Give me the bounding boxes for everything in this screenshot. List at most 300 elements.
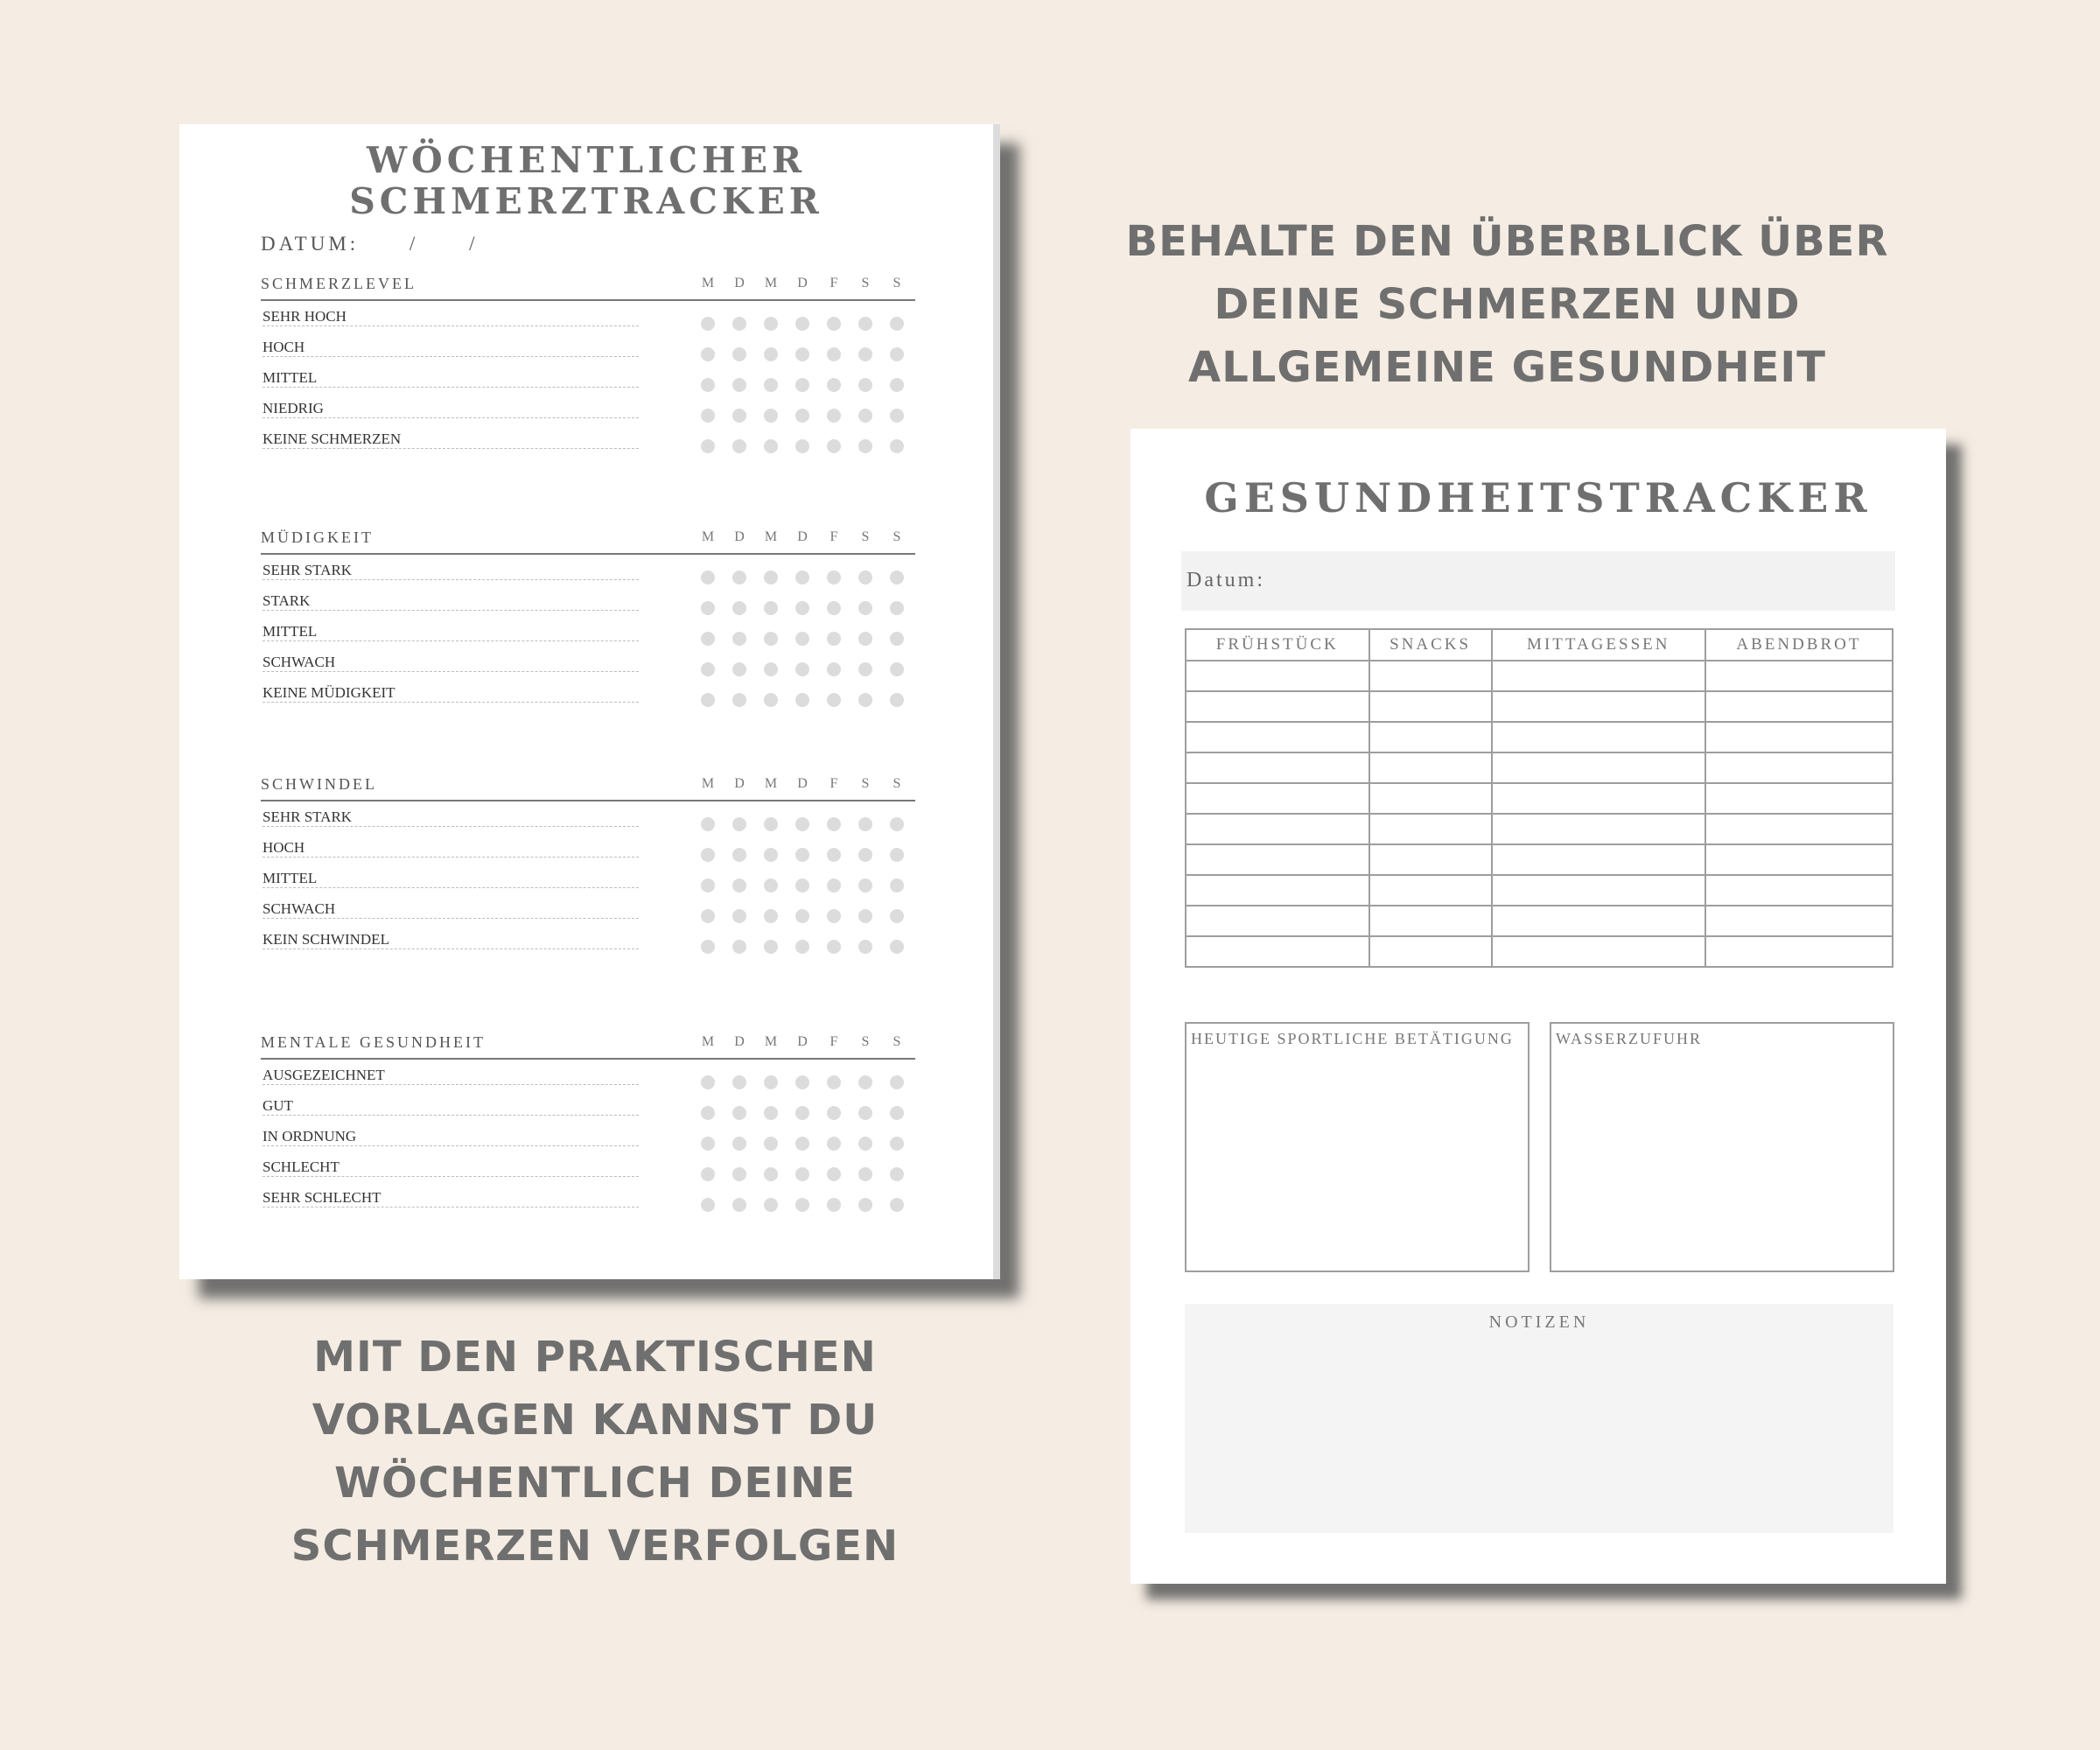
day-checkbox-dot[interactable] [764, 693, 778, 707]
exercise-label: HEUTIGE SPORTLICHE BETÄTIGUNG [1191, 1030, 1514, 1047]
meal-cell[interactable] [1369, 783, 1492, 814]
meal-cell[interactable] [1705, 783, 1893, 814]
meal-row [1186, 691, 1893, 722]
meal-row [1186, 661, 1893, 691]
meal-cell[interactable] [1492, 906, 1705, 936]
day-checkbox-dot[interactable] [701, 848, 715, 862]
section-header [261, 1030, 915, 1060]
date-separator: / [469, 233, 479, 255]
meal-cell[interactable] [1186, 875, 1369, 906]
day-checkbox-dot[interactable] [827, 317, 841, 331]
notes-label: NOTIZEN [1488, 1312, 1590, 1332]
meal-column-header: MITTAGESSEN [1492, 629, 1705, 661]
meal-cell[interactable] [1492, 661, 1705, 691]
meal-cell[interactable] [1705, 875, 1893, 906]
meal-cell[interactable] [1369, 906, 1492, 936]
section-header [261, 271, 915, 301]
day-checkbox-dot[interactable] [827, 632, 841, 646]
meal-cell[interactable] [1705, 814, 1893, 844]
tagline-templates [149, 1326, 1041, 1578]
day-checkbox-dot[interactable] [858, 1075, 872, 1089]
day-checkbox-dot[interactable] [795, 601, 809, 615]
row-label: SEHR STARK [262, 808, 639, 827]
exercise-box[interactable] [1185, 1022, 1530, 1272]
day-checkbox-dot[interactable] [827, 1106, 841, 1120]
tagline-line: VORLAGEN KANNST DU [312, 1396, 878, 1445]
day-checkbox-dot[interactable] [795, 693, 809, 707]
pain-title-line-2: SCHMERZTRACKER [349, 180, 823, 222]
weekday-label: S [861, 1034, 870, 1049]
day-checkbox-dot[interactable] [795, 1167, 809, 1181]
weekday-label: D [734, 276, 745, 290]
day-checkbox-dot[interactable] [890, 878, 904, 892]
weekday-label: M [764, 529, 778, 544]
meal-cell[interactable] [1369, 691, 1492, 722]
meal-cell[interactable] [1369, 875, 1492, 906]
row-label: HOCH [262, 339, 639, 357]
meal-cell[interactable] [1705, 936, 1893, 967]
meal-column-header: ABENDBROT [1705, 629, 1893, 661]
day-checkbox-dot[interactable] [795, 1075, 809, 1089]
day-checkbox-dot[interactable] [858, 570, 872, 584]
weekday-label: D [734, 529, 745, 544]
day-checkbox-dot[interactable] [764, 878, 778, 892]
day-checkbox-dot[interactable] [701, 570, 715, 584]
section-title: MÜDIGKEIT [261, 528, 374, 546]
row-label: AUSGEZEICHNET [262, 1067, 639, 1085]
meal-row [1186, 875, 1893, 906]
meal-cell[interactable] [1492, 752, 1705, 783]
row-label: KEINE MÜDIGKEIT [262, 684, 639, 703]
tagline-line: SCHMERZEN VERFOLGEN [290, 1522, 900, 1571]
meal-row [1186, 906, 1893, 936]
section-title: MENTALE GESUNDHEIT [261, 1033, 486, 1051]
day-checkbox-dot[interactable] [890, 817, 904, 831]
day-checkbox-dot[interactable] [701, 1106, 715, 1120]
day-checkbox-dot[interactable] [858, 347, 872, 361]
tracker-row [261, 555, 915, 585]
meal-row [1186, 936, 1893, 967]
day-checkbox-dot[interactable] [732, 878, 746, 892]
meal-cell[interactable] [1369, 814, 1492, 844]
weekday-label: D [734, 1034, 745, 1049]
section-title: SCHWINDEL [261, 775, 377, 793]
day-checkbox-dot[interactable] [827, 662, 841, 676]
day-checkbox-dot[interactable] [827, 817, 841, 831]
weekday-label: M [764, 776, 778, 791]
day-checkbox-dot[interactable] [890, 409, 904, 423]
day-checkbox-dot[interactable] [890, 439, 904, 453]
meal-cell[interactable] [1705, 691, 1893, 722]
day-checkbox-dot[interactable] [701, 601, 715, 615]
day-checkbox-dot[interactable] [764, 1106, 778, 1120]
weekday-label: M [701, 276, 715, 290]
tracker-row [261, 1182, 915, 1213]
tracker-row [261, 393, 915, 424]
day-checkbox-dot[interactable] [795, 378, 809, 392]
day-checkbox-dot[interactable] [858, 317, 872, 331]
day-checkbox-dot[interactable] [732, 378, 746, 392]
day-checkbox-dot[interactable] [827, 1198, 841, 1212]
tracker-row [261, 1121, 915, 1152]
meal-cell[interactable] [1186, 814, 1369, 844]
day-checkbox-dot[interactable] [827, 1137, 841, 1151]
day-checkbox-dot[interactable] [795, 662, 809, 676]
row-label: SEHR HOCH [262, 308, 639, 326]
day-checkbox-dot[interactable] [795, 909, 809, 923]
day-checkbox-dot[interactable] [701, 439, 715, 453]
meal-cell[interactable] [1492, 691, 1705, 722]
day-checkbox-dot[interactable] [858, 693, 872, 707]
tracker-row [261, 832, 915, 863]
tagline-line: WÖCHENTLICH DEINE [334, 1459, 856, 1508]
day-checkbox-dot[interactable] [732, 817, 746, 831]
weekday-label: D [797, 776, 808, 791]
row-label: KEINE SCHMERZEN [262, 430, 639, 449]
day-checkbox-dot[interactable] [764, 347, 778, 361]
health-date-label: Datum: [1186, 569, 1265, 592]
tracker-row [261, 616, 915, 647]
meal-cell[interactable] [1705, 752, 1893, 783]
day-checkbox-dot[interactable] [858, 878, 872, 892]
meal-cell[interactable] [1492, 814, 1705, 844]
weekday-label: M [701, 529, 715, 544]
day-checkbox-dot[interactable] [701, 317, 715, 331]
day-checkbox-dot[interactable] [827, 378, 841, 392]
weekday-label: S [892, 1034, 901, 1049]
meal-cell[interactable] [1186, 936, 1369, 967]
day-checkbox-dot[interactable] [890, 693, 904, 707]
notes-box[interactable] [1185, 1304, 1894, 1533]
meal-cell[interactable] [1186, 661, 1369, 691]
meal-row [1186, 752, 1893, 783]
day-checkbox-dot[interactable] [701, 1167, 715, 1181]
day-checkbox-dot[interactable] [858, 601, 872, 615]
day-checkbox-dot[interactable] [890, 1198, 904, 1212]
health-date-field[interactable] [1181, 551, 1895, 611]
meal-cell[interactable] [1186, 722, 1369, 752]
day-checkbox-dot[interactable] [701, 878, 715, 892]
tagline-overview [1076, 210, 1938, 399]
day-checkbox-dot[interactable] [701, 1137, 715, 1151]
day-checkbox-dot[interactable] [795, 1106, 809, 1120]
meal-row [1186, 783, 1893, 814]
day-checkbox-dot[interactable] [732, 347, 746, 361]
row-label: MITTEL [262, 369, 639, 388]
meal-row [1186, 722, 1893, 752]
day-checkbox-dot[interactable] [858, 848, 872, 862]
meal-cell[interactable] [1369, 661, 1492, 691]
tracker-row [261, 301, 915, 332]
pain-section [261, 271, 915, 454]
date-separator: / [409, 233, 419, 255]
meal-cell[interactable] [1705, 844, 1893, 875]
row-label: IN ORDNUNG [262, 1128, 639, 1146]
day-checkbox-dot[interactable] [701, 662, 715, 676]
meal-cell[interactable] [1186, 844, 1369, 875]
pain-tracker-sheet [179, 124, 1000, 1279]
day-checkbox-dot[interactable] [795, 878, 809, 892]
day-checkbox-dot[interactable] [827, 1075, 841, 1089]
day-checkbox-dot[interactable] [701, 693, 715, 707]
tracker-row [261, 332, 915, 362]
tracker-row [261, 802, 915, 832]
health-tracker-sheet [1130, 429, 1946, 1584]
weekday-label: D [734, 776, 745, 791]
meal-cell[interactable] [1186, 783, 1369, 814]
day-checkbox-dot[interactable] [764, 1137, 778, 1151]
day-checkbox-dot[interactable] [732, 439, 746, 453]
meal-cell[interactable] [1705, 661, 1893, 691]
weekday-label: D [797, 1034, 808, 1049]
meal-cell[interactable] [1705, 906, 1893, 936]
day-checkbox-dot[interactable] [890, 1137, 904, 1151]
meal-cell[interactable] [1369, 936, 1492, 967]
weekday-label: S [892, 276, 901, 290]
meal-cell[interactable] [1186, 752, 1369, 783]
weekday-label: D [797, 529, 808, 544]
day-checkbox-dot[interactable] [858, 817, 872, 831]
day-checkbox-dot[interactable] [732, 1167, 746, 1181]
day-checkbox-dot[interactable] [764, 378, 778, 392]
row-label: HOCH [262, 839, 639, 858]
day-checkbox-dot[interactable] [890, 601, 904, 615]
meal-row [1186, 814, 1893, 844]
day-checkbox-dot[interactable] [732, 662, 746, 676]
day-checkbox-dot[interactable] [764, 1167, 778, 1181]
meal-cell[interactable] [1186, 906, 1369, 936]
pain-section [261, 525, 915, 708]
day-checkbox-dot[interactable] [890, 1075, 904, 1089]
day-checkbox-dot[interactable] [795, 940, 809, 954]
section-title: SCHMERZLEVEL [261, 275, 416, 292]
weekday-label: S [861, 276, 870, 290]
day-checkbox-dot[interactable] [890, 909, 904, 923]
day-checkbox-dot[interactable] [827, 940, 841, 954]
tagline-line: ALLGEMEINE GESUNDHEIT [1188, 343, 1826, 392]
pain-date-label: DATUM: [261, 233, 360, 255]
day-checkbox-dot[interactable] [764, 848, 778, 862]
day-checkbox-dot[interactable] [764, 1198, 778, 1212]
pain-section [261, 772, 915, 955]
day-checkbox-dot[interactable] [858, 909, 872, 923]
day-checkbox-dot[interactable] [858, 409, 872, 423]
day-checkbox-dot[interactable] [890, 317, 904, 331]
day-checkbox-dot[interactable] [795, 632, 809, 646]
tagline-line: BEHALTE DEN ÜBERBLICK ÜBER [1125, 217, 1889, 266]
meal-cell[interactable] [1186, 691, 1369, 722]
day-checkbox-dot[interactable] [701, 347, 715, 361]
day-checkbox-dot[interactable] [858, 1167, 872, 1181]
pain-date-field[interactable] [261, 233, 478, 256]
tracker-row [261, 863, 915, 893]
row-label: NIEDRIG [262, 400, 639, 418]
meal-cell[interactable] [1705, 722, 1893, 752]
meal-cell[interactable] [1492, 783, 1705, 814]
weekday-label: F [830, 776, 838, 791]
weekday-label: F [830, 529, 838, 544]
day-checkbox-dot[interactable] [701, 909, 715, 923]
day-checkbox-dot[interactable] [890, 848, 904, 862]
meal-cell[interactable] [1369, 722, 1492, 752]
day-checkbox-dot[interactable] [858, 378, 872, 392]
tracker-row [261, 1060, 915, 1090]
row-label: KEIN SCHWINDEL [262, 931, 639, 949]
day-checkbox-dot[interactable] [732, 848, 746, 862]
day-checkbox-dot[interactable] [764, 317, 778, 331]
day-checkbox-dot[interactable] [858, 662, 872, 676]
day-checkbox-dot[interactable] [732, 940, 746, 954]
day-checkbox-dot[interactable] [764, 909, 778, 923]
day-checkbox-dot[interactable] [764, 1075, 778, 1089]
day-checkbox-dot[interactable] [890, 1167, 904, 1181]
meal-cell[interactable] [1369, 844, 1492, 875]
tracker-row [261, 893, 915, 924]
day-checkbox-dot[interactable] [764, 940, 778, 954]
day-checkbox-dot[interactable] [732, 1198, 746, 1212]
day-checkbox-dot[interactable] [858, 1137, 872, 1151]
pain-section [261, 1030, 915, 1213]
day-checkbox-dot[interactable] [890, 347, 904, 361]
section-header [261, 525, 915, 555]
day-checkbox-dot[interactable] [827, 878, 841, 892]
day-checkbox-dot[interactable] [795, 1198, 809, 1212]
day-checkbox-dot[interactable] [827, 909, 841, 923]
day-checkbox-dot[interactable] [827, 347, 841, 361]
water-intake-box[interactable] [1550, 1022, 1894, 1272]
meal-cell[interactable] [1492, 844, 1705, 875]
day-checkbox-dot[interactable] [732, 570, 746, 584]
weekday-label: M [764, 1034, 778, 1049]
row-label: SEHR STARK [262, 562, 639, 580]
day-checkbox-dot[interactable] [858, 940, 872, 954]
day-checkbox-dot[interactable] [795, 1137, 809, 1151]
weekday-label: S [892, 529, 901, 544]
day-checkbox-dot[interactable] [795, 409, 809, 423]
day-checkbox-dot[interactable] [827, 1167, 841, 1181]
weekday-label: S [861, 529, 870, 544]
day-checkbox-dot[interactable] [701, 817, 715, 831]
row-label: SCHLECHT [262, 1158, 639, 1177]
day-checkbox-dot[interactable] [795, 570, 809, 584]
day-checkbox-dot[interactable] [827, 601, 841, 615]
day-checkbox-dot[interactable] [701, 378, 715, 392]
day-checkbox-dot[interactable] [858, 439, 872, 453]
weekday-label: S [892, 776, 901, 791]
day-checkbox-dot[interactable] [795, 317, 809, 331]
meal-cell[interactable] [1369, 752, 1492, 783]
day-checkbox-dot[interactable] [701, 1198, 715, 1212]
day-checkbox-dot[interactable] [795, 817, 809, 831]
day-checkbox-dot[interactable] [764, 570, 778, 584]
day-checkbox-dot[interactable] [858, 632, 872, 646]
day-checkbox-dot[interactable] [732, 909, 746, 923]
day-checkbox-dot[interactable] [858, 1198, 872, 1212]
water-intake-label: WASSERZUFUHR [1556, 1030, 1703, 1047]
day-checkbox-dot[interactable] [732, 601, 746, 615]
day-checkbox-dot[interactable] [701, 940, 715, 954]
day-checkbox-dot[interactable] [890, 1106, 904, 1120]
day-checkbox-dot[interactable] [890, 940, 904, 954]
tagline-line: DEINE SCHMERZEN UND [1214, 280, 1801, 329]
pain-tracker-title [179, 140, 993, 222]
tracker-row [261, 424, 915, 454]
pain-title-line-1: WÖCHENTLICHER [366, 139, 807, 181]
day-checkbox-dot[interactable] [827, 439, 841, 453]
day-checkbox-dot[interactable] [764, 662, 778, 676]
section-header [261, 772, 915, 802]
day-checkbox-dot[interactable] [827, 570, 841, 584]
tagline-line: MIT DEN PRAKTISCHEN [313, 1333, 877, 1382]
tracker-row [261, 1152, 915, 1182]
day-checkbox-dot[interactable] [890, 662, 904, 676]
day-checkbox-dot[interactable] [732, 1106, 746, 1120]
weekday-label: M [701, 1034, 715, 1049]
tracker-row [261, 362, 915, 393]
meal-column-header: SNACKS [1369, 629, 1492, 661]
day-checkbox-dot[interactable] [732, 1075, 746, 1089]
day-checkbox-dot[interactable] [795, 848, 809, 862]
meal-cell[interactable] [1492, 936, 1705, 967]
day-checkbox-dot[interactable] [827, 693, 841, 707]
meal-cell[interactable] [1492, 722, 1705, 752]
day-checkbox-dot[interactable] [890, 570, 904, 584]
meal-row [1186, 844, 1893, 875]
tracker-row [261, 924, 915, 955]
row-label: SEHR SCHLECHT [262, 1189, 639, 1208]
day-checkbox-dot[interactable] [795, 347, 809, 361]
day-checkbox-dot[interactable] [732, 317, 746, 331]
meal-table [1185, 628, 1894, 968]
day-checkbox-dot[interactable] [764, 601, 778, 615]
row-label: MITTEL [262, 623, 639, 641]
row-label: SCHWACH [262, 900, 639, 919]
weekday-label: F [830, 1034, 838, 1049]
day-checkbox-dot[interactable] [732, 632, 746, 646]
weekday-label: F [830, 276, 838, 290]
day-checkbox-dot[interactable] [764, 817, 778, 831]
day-checkbox-dot[interactable] [827, 848, 841, 862]
day-checkbox-dot[interactable] [732, 693, 746, 707]
day-checkbox-dot[interactable] [701, 409, 715, 423]
tracker-row [261, 677, 915, 708]
meal-cell[interactable] [1492, 875, 1705, 906]
day-checkbox-dot[interactable] [890, 632, 904, 646]
day-checkbox-dot[interactable] [701, 1075, 715, 1089]
row-label: MITTEL [262, 870, 639, 888]
weekday-label: M [764, 276, 778, 290]
weekday-label: D [797, 276, 808, 290]
weekday-label: M [701, 776, 715, 791]
day-checkbox-dot[interactable] [701, 632, 715, 646]
day-checkbox-dot[interactable] [732, 1137, 746, 1151]
day-checkbox-dot[interactable] [764, 439, 778, 453]
weekday-label: S [861, 776, 870, 791]
tracker-row [261, 1090, 915, 1121]
day-checkbox-dot[interactable] [795, 439, 809, 453]
tracker-row [261, 585, 915, 616]
day-checkbox-dot[interactable] [764, 409, 778, 423]
day-checkbox-dot[interactable] [732, 409, 746, 423]
meal-column-header: FRÜHSTÜCK [1186, 629, 1369, 661]
row-label: SCHWACH [262, 654, 639, 672]
day-checkbox-dot[interactable] [827, 409, 841, 423]
row-label: STARK [262, 592, 639, 611]
day-checkbox-dot[interactable] [890, 378, 904, 392]
day-checkbox-dot[interactable] [858, 1106, 872, 1120]
day-checkbox-dot[interactable] [764, 632, 778, 646]
row-label: GUT [262, 1097, 639, 1116]
